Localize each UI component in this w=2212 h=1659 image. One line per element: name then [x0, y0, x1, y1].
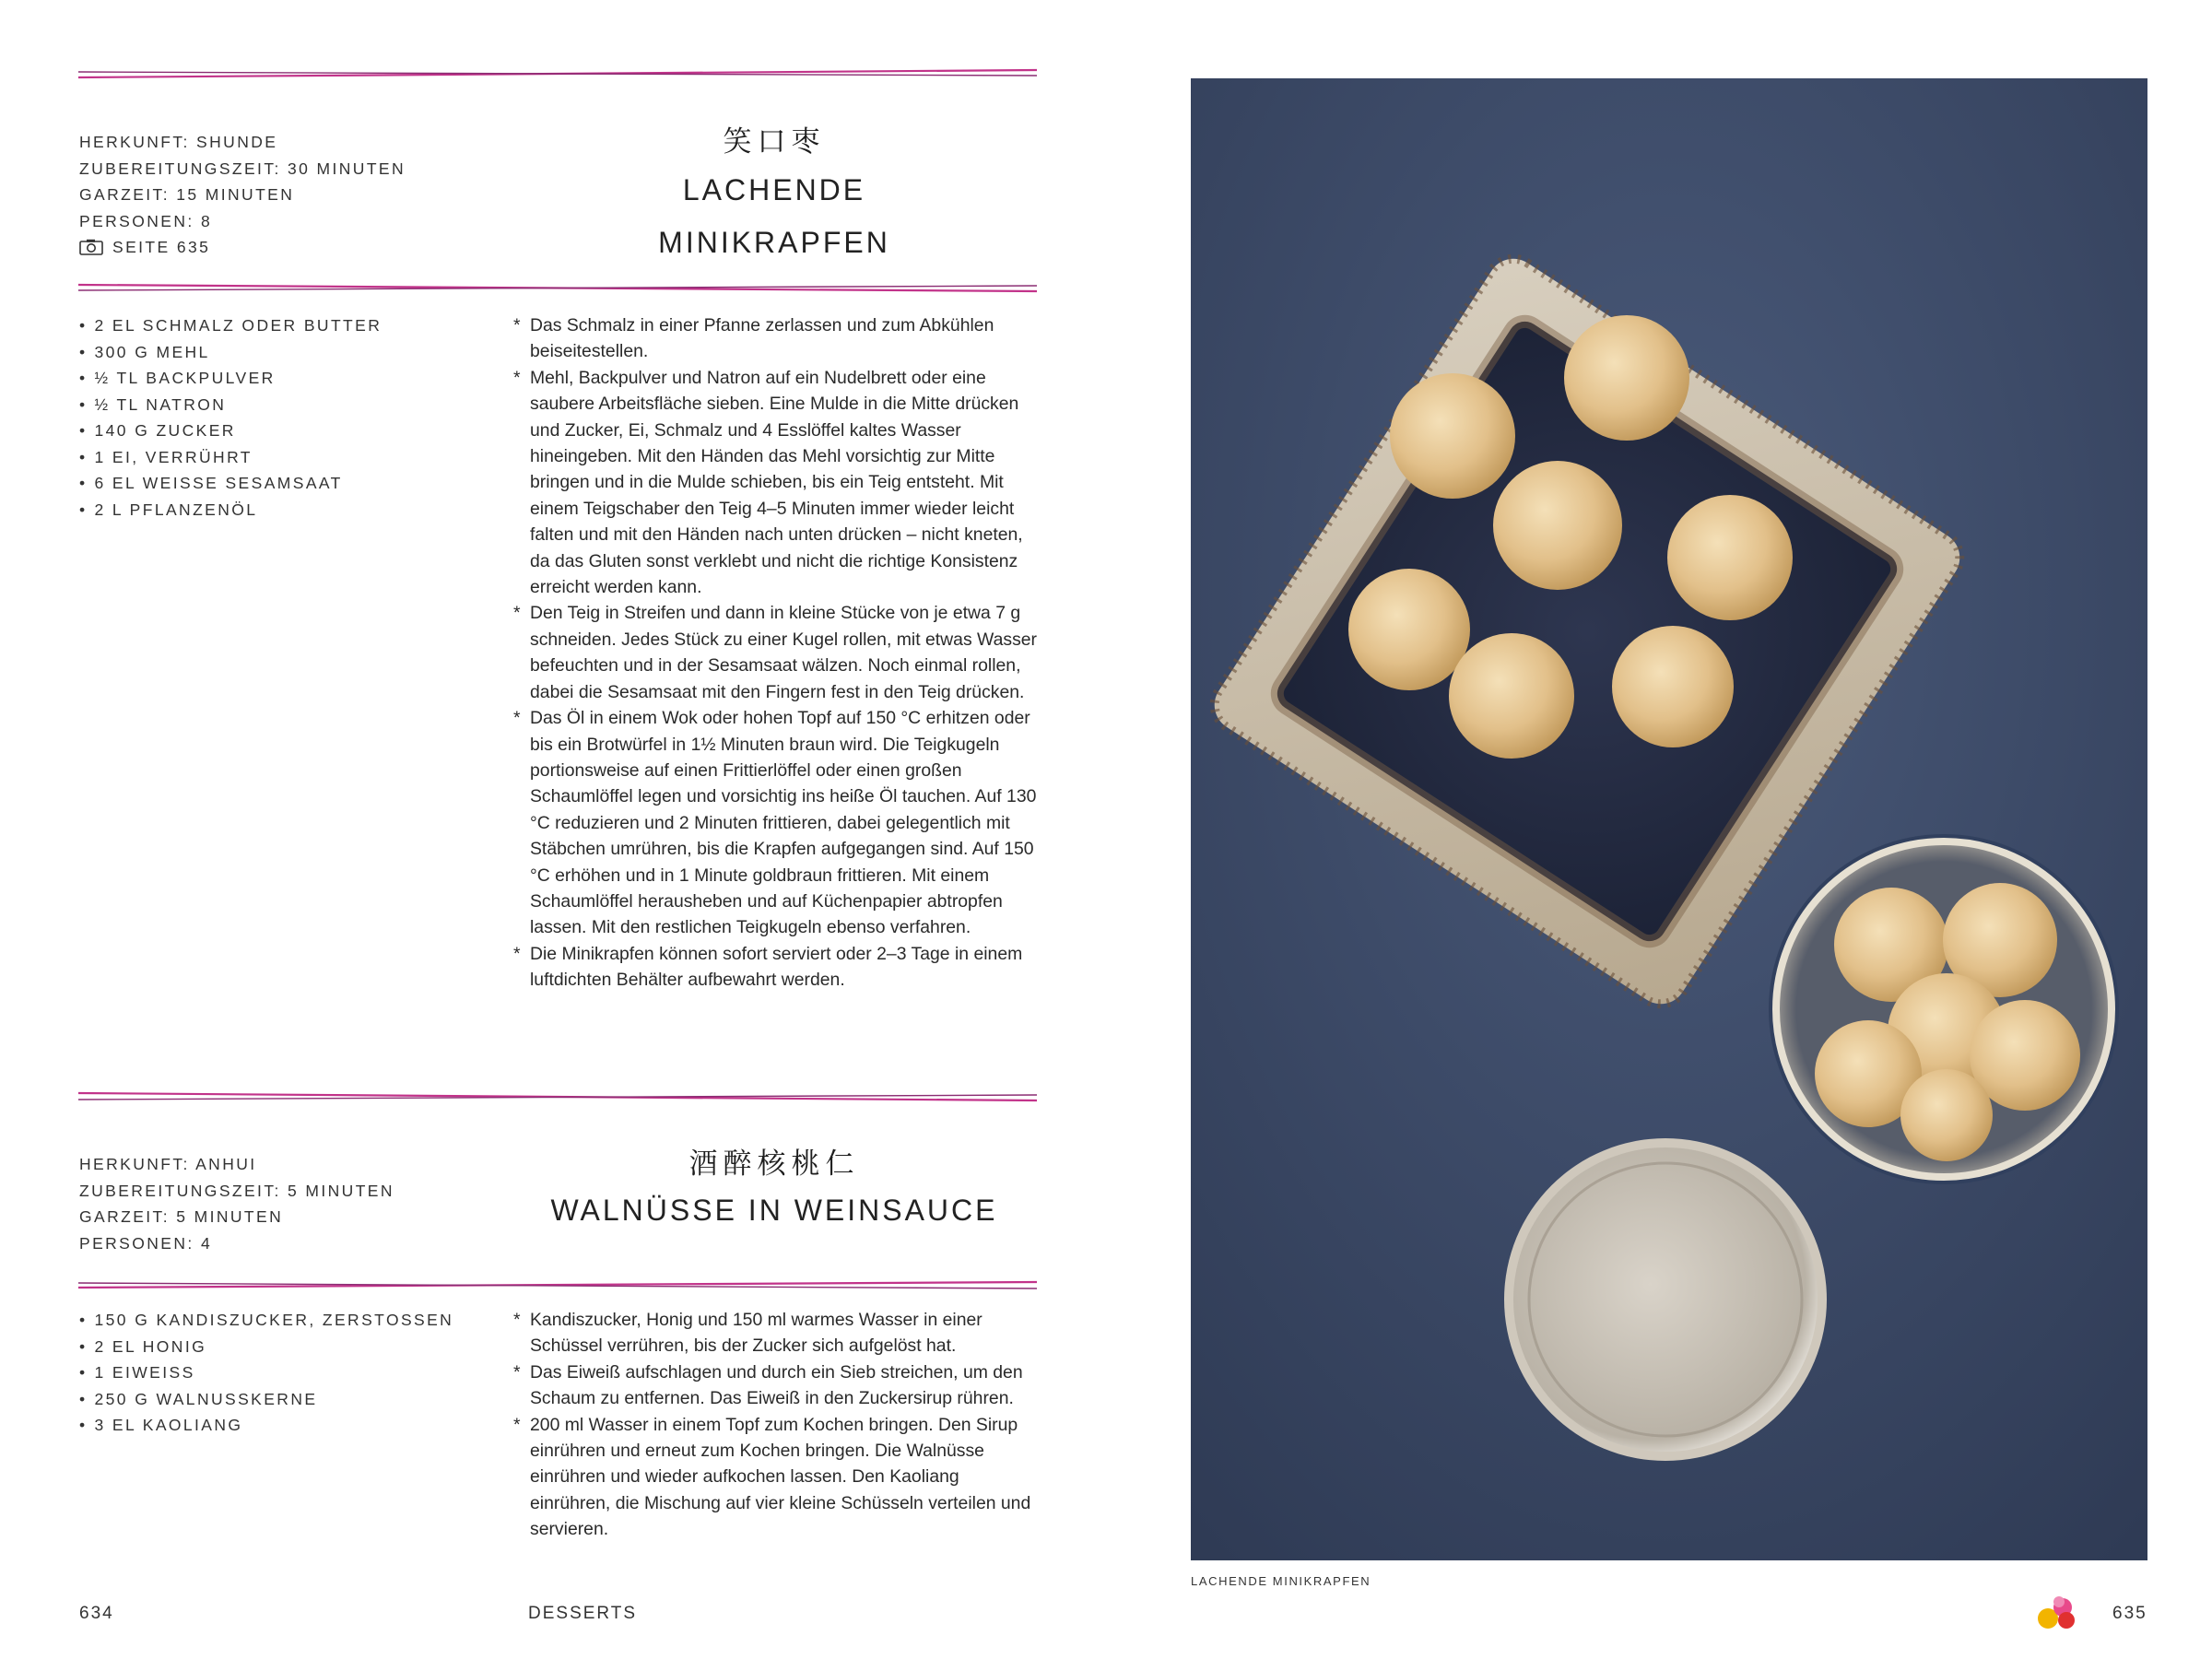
method-step: [513, 1359, 1039, 1412]
ingredient-item: • 140 G ZUCKER: [79, 418, 382, 444]
recipe2-ingredients: [79, 1307, 453, 1439]
ingredient-item: • 6 EL WEISSE SESAMSAAT: [79, 470, 382, 497]
step-marker: *: [513, 943, 521, 964]
method-step: [513, 1412, 1039, 1543]
color-dots-logo: [2035, 1591, 2079, 1635]
ingredient-item: • 1 EI, VERRÜHRT: [79, 444, 382, 471]
recipe2-title: WALNÜSSE IN WEINSAUCE: [550, 1194, 998, 1227]
ingredient-item: • 150 G KANDISZUCKER, ZERSTOSSEN: [79, 1307, 453, 1334]
method-step-text: Kandiszucker, Honig und 150 ml warmes Wasser in einer Schüssel verrühren, bis der Zucker sich aufgelöst hat.: [530, 1310, 982, 1357]
meta-cook-time: GARZEIT: 15 MINUTEN: [79, 185, 295, 204]
ingredient-item: • 2 EL SCHMALZ ODER BUTTER: [79, 312, 382, 339]
method-step-text: Das Öl in einem Wok oder hohen Topf auf 150 °C erhitzen oder bis ein Brotwürfel in 1½ Minuten braun wird. Die Teigkugeln portionsweise auf einen Frittierlöffel oder einen großen Schaumlöffel legen und vorsichtig ins heiße Öl tauchen. Auf 130 °C reduzieren und 2 Minuten frittieren, dabei gelegentlich mit Stäbchen umrühren, bis die Krapfen aufgegangen sind. Auf 150 °C erhöhen und in 1 Minute goldbraun frittieren. Mit einem Schaumlöffel herausheben und auf Küchenpapier abtropfen lassen. Mit den restlichen Teigkugeln ebenso verfahren.: [530, 708, 1037, 938]
double-rule-divider: [78, 1279, 1037, 1292]
recipe2-meta: [79, 1151, 394, 1256]
method-step-text: Die Minikrapfen können sofort serviert oder 2–3 Tage in einem luftdichten Behälter aufbewahrt werden.: [530, 943, 1023, 991]
meta-origin: HERKUNFT: ANHUI: [79, 1155, 257, 1173]
method-step-text: Das Schmalz in einer Pfanne zerlassen und zum Abkühlen beiseitestellen.: [530, 315, 994, 362]
page-number-left: 634: [79, 1604, 114, 1623]
method-step: [513, 941, 1039, 994]
meta-cook-time: GARZEIT: 5 MINUTEN: [79, 1207, 284, 1226]
recipe1-ingredients: [79, 312, 382, 523]
double-rule-top: [78, 1090, 1037, 1103]
recipe1-title-chinese: 笑口枣: [723, 125, 826, 159]
page-number-right: 635: [2112, 1604, 2147, 1623]
meta-servings: PERSONEN: 8: [79, 211, 213, 230]
method-step-text: Das Eiweiß aufschlagen und durch ein Sieb streichen, um den Schaum zu entfernen. Das Eiweiß in den Zuckersirup rühren.: [530, 1361, 1023, 1409]
double-rule-top: [78, 67, 1037, 80]
step-marker: *: [513, 603, 521, 624]
recipe1-title: [521, 164, 1028, 269]
method-step: [513, 312, 1039, 365]
recipe2-method: [513, 1307, 1039, 1543]
ingredient-item: • ½ TL BACKPULVER: [79, 365, 382, 392]
meta-origin: HERKUNFT: SHUNDE: [79, 133, 278, 151]
recipe1-method: [513, 312, 1039, 994]
recipe2-title-chinese: 酒醉核桃仁: [688, 1147, 860, 1181]
recipe1-title-line2: MINIKRAPFEN: [658, 226, 890, 259]
method-step-text: Den Teig in Streifen und dann in kleine Stücke von je etwa 7 g schneiden. Jedes Stück zu einer Kugel rollen, mit etwas Wasser befeuchten und in der Sesamsaat wälzen. Noch einmal rollen, dabei die Sesamsaat mit den Fingern fest in den Teig drücken.: [530, 603, 1038, 702]
ingredient-item: • ½ TL NATRON: [79, 392, 382, 418]
step-marker: *: [513, 315, 521, 335]
camera-icon: [79, 239, 103, 255]
food-photo-illustration: [1191, 78, 2147, 1560]
step-marker: *: [513, 708, 521, 729]
meta-servings: PERSONEN: 4: [79, 1233, 213, 1253]
step-marker: *: [513, 1414, 521, 1435]
double-rule-divider: [78, 282, 1037, 295]
ingredient-item: • 3 EL KAOLIANG: [79, 1412, 453, 1439]
ingredient-item: • 300 G MEHL: [79, 339, 382, 366]
step-marker: *: [513, 1310, 521, 1330]
meta-photo-ref: [79, 234, 406, 261]
photo-caption: LACHENDE MINIKRAPFEN: [1191, 1574, 1371, 1588]
recipe1-title-line1: LACHENDE: [682, 173, 866, 206]
method-step: [513, 365, 1039, 601]
section-name: DESSERTS: [528, 1604, 638, 1623]
method-step: [513, 705, 1039, 941]
ingredient-item: • 2 L PFLANZENÖL: [79, 497, 382, 524]
method-step: [513, 1307, 1039, 1359]
meta-prep-time: ZUBEREITUNGSZEIT: 30 MINUTEN: [79, 159, 406, 178]
ingredient-item: • 1 EIWEISS: [79, 1359, 453, 1386]
method-step-text: 200 ml Wasser in einem Topf zum Kochen bringen. Den Sirup einrühren und erneut zum Kochen bringen. Die Walnüsse einrühren und wieder aufkochen lassen. Den Kaoliang einrühren, die Mischung auf vier kleine Schüsseln verteilen und servieren.: [530, 1414, 1031, 1540]
recipe1-meta: [79, 129, 406, 261]
ingredient-item: • 2 EL HONIG: [79, 1334, 453, 1360]
meta-prep-time: ZUBEREITUNGSZEIT: 5 MINUTEN: [79, 1181, 394, 1200]
method-step: [513, 600, 1039, 705]
method-step-text: Mehl, Backpulver und Natron auf ein Nudelbrett oder eine saubere Arbeitsfläche sieben. Eine Mulde in die Mitte drücken und Zucker, Ei, Schmalz und 4 Esslöffel kaltes Wasser hineingeben. Mit den Händen das Mehl vorsichtig zur Mitte bringen und in die Mulde schieben, bis ein Teig entsteht. Mit einem Teigschaber den Teig 4–5 Minuten immer wieder leicht falten und mit den Händen nach unten drücken – nicht kneten, da das Gluten sonst verklebt und nicht die richtige Konsistenz erreicht werden kann.: [530, 367, 1023, 598]
step-marker: *: [513, 367, 521, 388]
ingredient-item: • 250 G WALNUSSKERNE: [79, 1386, 453, 1413]
step-marker: *: [513, 1361, 521, 1382]
photo-page-ref: SEITE 635: [112, 238, 211, 256]
food-photo: [1191, 78, 2147, 1560]
